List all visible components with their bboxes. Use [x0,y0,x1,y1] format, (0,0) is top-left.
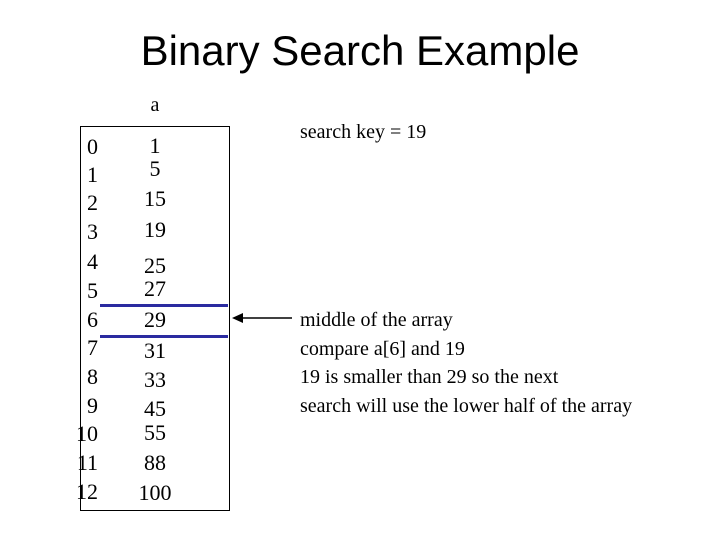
array-index: 9 [87,393,98,418]
array-value: 45 [144,396,166,421]
array-value: 1 [149,133,161,158]
middle-element-bottom-divider [100,335,228,338]
array-index: 6 [87,307,98,332]
array-value: 19 [144,217,166,242]
explanation-line-4: search will use the lower half of the array [300,395,633,417]
explanation-line-2: compare a[6] and 19 [300,338,465,360]
array-value: 5 [149,156,161,181]
array-index: 10 [76,421,98,446]
explanation-line-1: middle of the array [300,309,453,331]
array-value: 55 [144,420,166,445]
array-index: 4 [87,249,98,274]
array-index: 0 [87,134,98,159]
array-value: 100 [138,480,172,505]
middle-element-top-divider [100,304,228,307]
array-index: 8 [87,364,98,389]
explanation-line-3: 19 is smaller than 29 so the next [300,366,559,388]
array-value: 25 [144,253,166,278]
array-index: 7 [87,335,98,360]
array-value: 33 [144,367,166,392]
array-index: 5 [87,278,98,303]
array-value: 29 [144,307,166,332]
array-value: 15 [144,186,166,211]
array-index: 2 [87,190,98,215]
search-key-text: search key = 19 [300,121,427,143]
array-index: 1 [87,162,98,187]
array-value: 88 [144,450,166,475]
slide-title: Binary Search Example [140,27,580,74]
left-arrow-icon [232,310,292,326]
array-index: 12 [76,479,98,504]
array-value: 31 [144,338,166,363]
array-index: 3 [87,219,98,244]
array-name-label: a [150,94,160,116]
array-value: 27 [144,276,166,301]
array-index: 11 [76,450,98,475]
